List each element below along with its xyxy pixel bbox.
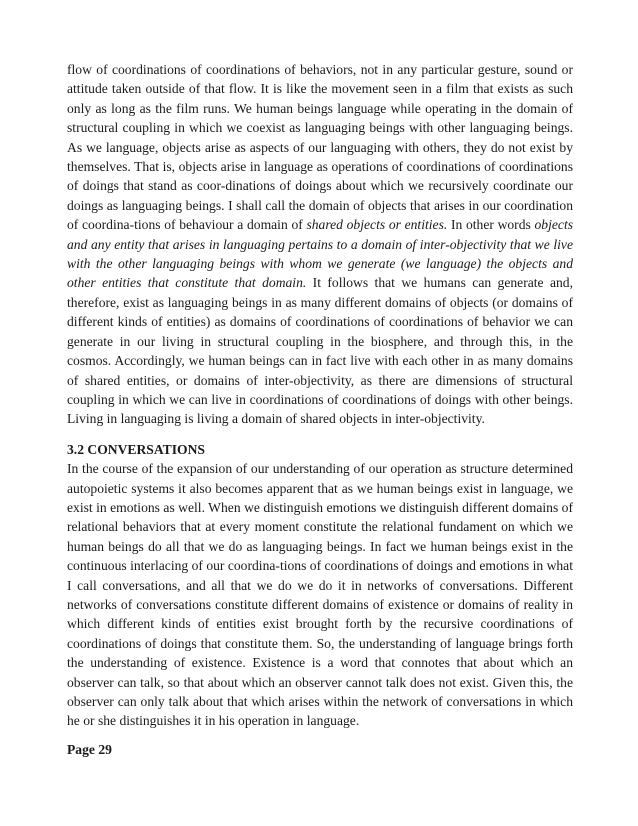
paragraph-text: It follows that we humans can generate and, therefore, exist as languaging beings in as many different domains of objects (or domains of different kinds of entities) as domains of coordinations of coordinations of behavior we can generate in our living in structural coupling in the biosphere, and through this, in the cosmos. Accordingly, we human beings can in fact live with each other in as many domains of shared entities, or domains of inter-objectivity, as there are dimensions of structural coupling in which we can live in coordinations of coordinations of doings with other beings. Living in languaging is living a domain of shared objects in inter-objectivity. <box>67 275 573 427</box>
italic-phrase: shared objects or entities. <box>306 217 448 233</box>
body-paragraph-conversations: In the course of the expansion of our understanding of our operation as structure determined autopoietic systems it also becomes apparent that as we human beings exist in language, we exist in emotions as well. When we distinguish emotions we distinguish different domains of relational behaviors that at every moment constitute the relational fundament on which we human beings do all that we do as languaging beings. In fact we human beings exist in the continuous interlacing of our coordina-tions of coordinations of doings and emotions in what I call conversations, and all that we do we do it in networks of conversations. Different networks of conversations constitute different domains of existence or domains of reality in which different kinds of entities exist brought forth by the recursive coordinations of coordinations of doings that constitute them. So, the understanding of language brings forth the understanding of existence. Existence is a word that connotes that about which an observer can talk, so that about which an observer cannot talk does not exist. Given this, the observer can only talk about that which arises within the network of conversations in which he or she distinguishes it in his operation in language. <box>67 461 573 729</box>
body-paragraph-inter-objectivity <box>67 60 573 429</box>
document-page <box>67 60 573 759</box>
italic-passage: objects and any entity that arises in languaging pertains to a domain of inter-objectivity that we live with the other languaging beings with whom we generate (we language) the objects and other entities that constitute that domain. <box>67 217 574 291</box>
paragraph-text: In other words <box>447 217 535 233</box>
page-number: Page 29 <box>67 741 112 757</box>
paragraph-text: flow of coordinations of coordinations of behaviors, not in any particular gesture, sound or attitude taken outside of that flow. It is like the movement seen in a film that exists as such only as long as the film runs. We human beings language while operating in the domain of structural coupling in which we coexist as languaging beings with other languaging beings. As we language, objects arise as aspects of our languaging with others, they do not exist by themselves. That is, objects arise in language as operations of coordinations of coordinations of doings that stand as coor-dinations of doings about which we recursively coordinate our doings as languaging beings. I shall call the domain of objects that arises in our coordination of coordina-tions of behaviour a domain of <box>67 62 573 233</box>
section-heading: 3.2 CONVERSATIONS <box>67 441 205 457</box>
